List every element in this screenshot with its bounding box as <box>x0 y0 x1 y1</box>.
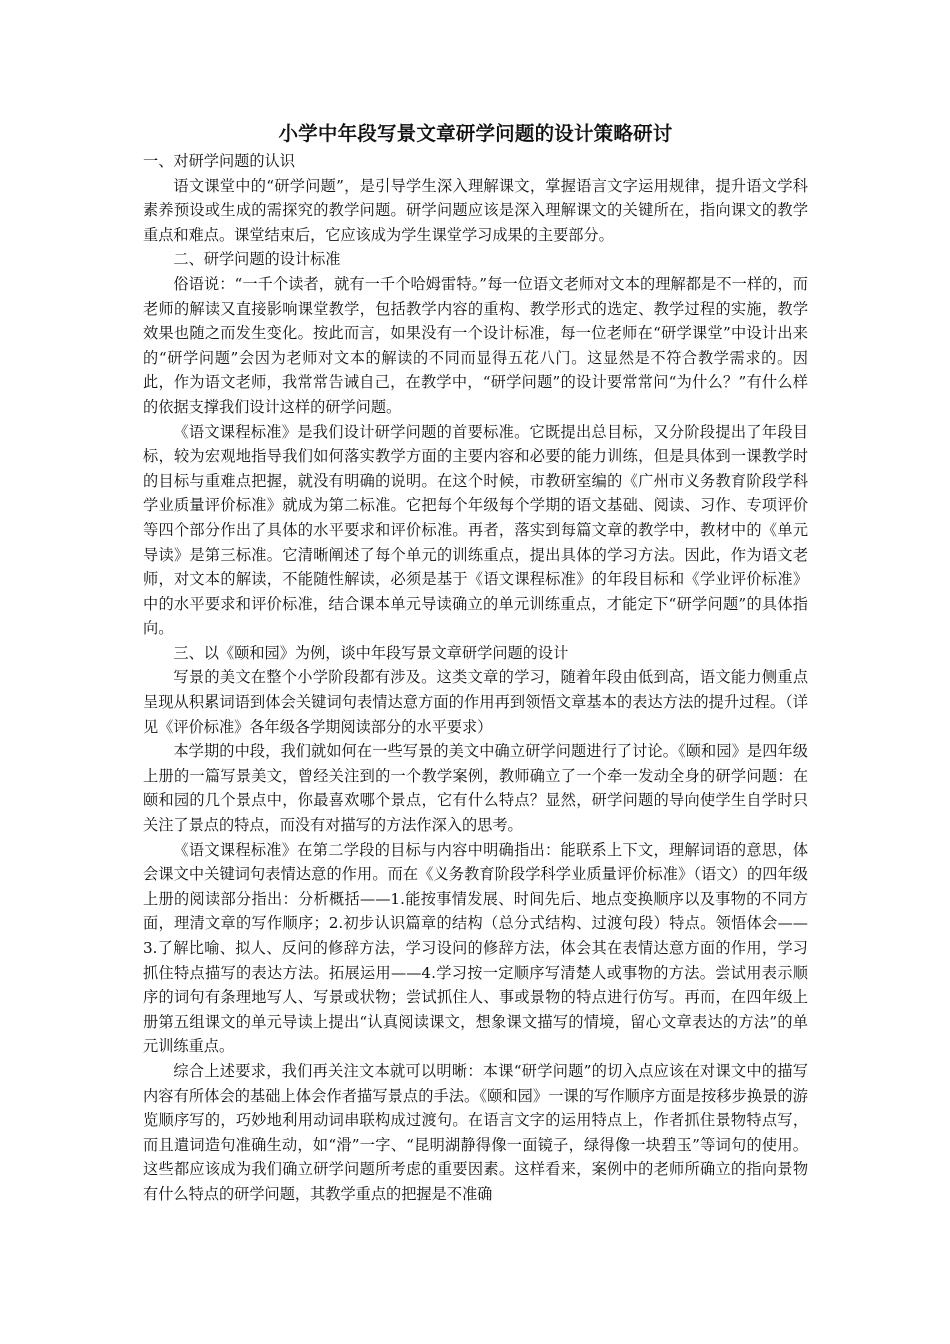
paragraph: 综合上述要求，我们再关注文本就可以明晰：本课“研学问题”的切入点应该在对课文中的描写内容有所体会的基础上体会作者描写景点的手法。《颐和园》一课的写作顺序方面是按移步换景的游览顺序写的，巧妙地利用动词串联构成过渡句。在语言文字的运用特点上，作者抓住景物特点写，而且遣词造句准确生动，如“滑”一字、“昆明湖静得像一面镜子，绿得像一块碧玉”等词句的使用。这些都应该成为我们确立研学问题所考虑的重要因素。这样看来，案例中的老师所确立的指向景物有什么特点的研学问题，其教学重点的把握是不准确 <box>143 1061 808 1203</box>
paragraph: 三、以《颐和园》为例，谈中年段写景文章研学问题的设计 <box>173 643 569 662</box>
document-title: 小学中年段写景文章研学问题的设计策略研讨 <box>278 122 673 145</box>
paragraph: 俗语说：“一千个读者，就有一千个哈姆雷特。”每一位语文老师对文本的理解都是不一样的，而老师的解读又直接影响课堂教学，包括教学内容的重构、教学形式的选定、教学过程的实施，教学效果也随之而发生变化。按此而言，如果没有一个设计标准，每一位老师在“研学课堂”中设计出来的“研学问题”会因为老师对文本的解读的不同而显得五花八门。这显然是不符合教学需求的。因此，作为语文老师，我常常告诫自己，在教学中，“研学问题”的设计要常常问“为什么？”有什么样的依据支撑我们设计这样的研学问题。 <box>143 274 808 416</box>
paragraph: 《语文课程标准》在第二学段的目标与内容中明确指出：能联系上下文，理解词语的意思，体会课文中关键词句表情达意的作用。而在《义务教育阶段学科学业质量评价标准》（语文）的四年级上册的阅读部分指出：分析概括——1.能按事情发展、时间先后、地点变换顺序以及事物的不同方面，理清文章的写作顺序；2.初步认识篇章的结构（总分式结构、过渡句段）特点。领悟体会——3.了解比喻、拟人、反问的修辞方法，学习设问的修辞方法，体会其在表情达意方面的作用，学习抓住特点描写的表达方法。拓展运用——4.学习按一定顺序写清楚人或事物的方法。尝试用表示顺序的词句有条理地写人、写景或状物；尝试抓住人、事或景物的特点进行仿写。再而，在四年级上册第五组课文的单元导读上提出“认真阅读课文，想象课文描写的情境，留心文章表达的方法”的单元训练重点。 <box>143 840 808 1056</box>
document-body <box>143 149 808 1207</box>
paragraph: 《语文课程标准》是我们设计研学问题的首要标准。它既提出总目标，又分阶段提出了年段目标，较为宏观地指导我们如何落实教学方面的主要内容和必要的能力训练，但是具体到一课教学时的目标与重难点把握，就没有明确的说明。在这个时候，市教研室编的《广州市义务教育阶段学科学业质量评价标准》就成为第二标准。它把每个年级每个学期的语文基础、阅读、习作、专项评价等四个部分作出了具体的水平要求和评价标准。再者，落实到每篇文章的教学中，教材中的《单元导读》是第三标准。它清晰阐述了每个单元的训练重点，提出具体的学习方法。因此，作为语文老师，对文本的解读，不能随性解读，必须是基于《语文课程标准》的年段目标和《学业评价标准》中的水平要求和评价标准，结合课本单元导读确立的单元训练重点，才能定下“研学问题”的具体指向。 <box>143 422 808 638</box>
document-page <box>143 120 808 1207</box>
paragraph: 一、对研学问题的认识 <box>143 152 295 170</box>
paragraph: 语文课堂中的“研学问题”，是引导学生深入理解课文，掌握语言文字运用规律，提升语文学科素养预设或生成的需探究的教学问题。研学问题应该是深入理解课文的关键所在，指向课文的教学重点和难点。课堂结束后，它应该成为学生课堂学习成果的主要部分。 <box>143 176 808 244</box>
paragraph: 二、研学问题的设计标准 <box>173 250 341 269</box>
paragraph: 写景的美文在整个小学阶段都有涉及。这类文章的学习，随着年段由低到高，语文能力侧重点呈现从积累词语到体会关键词句表情达意方面的作用再到领悟文章基本的表达方法的提升过程。（详见《评价标准》各年级各学期阅读部分的水平要求） <box>143 668 808 736</box>
paragraph: 本学期的中段，我们就如何在一些写景的美文中确立研学问题进行了讨论。《颐和园》是四年级上册的一篇写景美文，曾经关注到的一个教学案例，教师确立了一个牵一发动全身的研学问题：在颐和园的几个景点中，你最喜欢哪个景点，它有什么特点？显然，研学问题的导向使学生自学时只关注了景点的特点，而没有对描写的方法作深入的思考。 <box>143 742 808 835</box>
